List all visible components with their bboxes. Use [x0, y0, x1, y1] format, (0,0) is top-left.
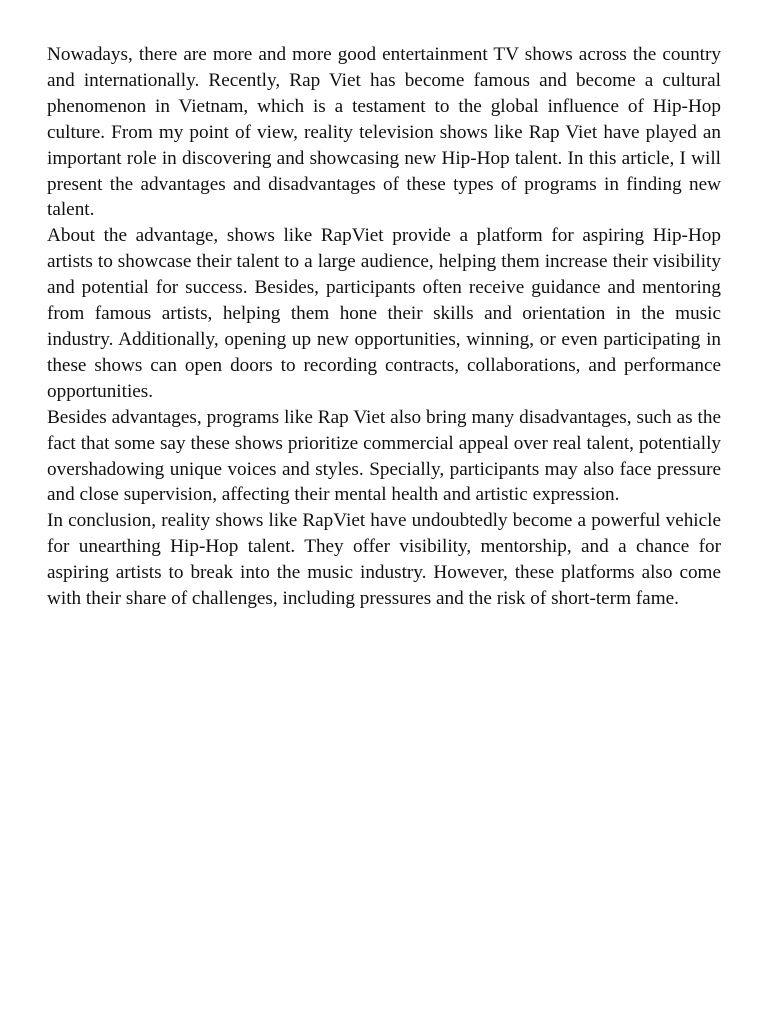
paragraph-disadvantages: Besides advantages, programs like Rap Viet also bring many disadvantages, such as the fact that some say these shows prioritize commercial appeal over real talent, potentially overshadowing unique voices and styles. Specially, participants may also face pressure and close supervision, affecting their mental health and artistic expression. — [47, 406, 721, 506]
document-page — [47, 42, 721, 612]
paragraph-conclusion: In conclusion, reality shows like RapViet have undoubtedly become a powerful vehicle for unearthing Hip-Hop talent. They offer visibility, mentorship, and a chance for aspiring artists to break into the music industry. However, these platforms also come with their share of challenges, including pressures and the risk of short-term fame. — [47, 510, 721, 610]
paragraph-introduction: Nowadays, there are more and more good entertainment TV shows across the country and internationally. Recently, Rap Viet has become famous and become a cultural phenomenon in Vietnam, which is a testament to the global influence of Hip-Hop culture. From my point of view, reality television shows like Rap Viet have played an important role in discovering and showcasing new Hip-Hop talent. In this article, I will present the advantages and disadvantages of these types of programs in finding new talent. — [47, 44, 721, 221]
paragraph-advantages: About the advantage, shows like RapViet provide a platform for aspiring Hip-Hop artists to showcase their talent to a large audience, helping them increase their visibility and potential for success. Besides, participants often receive guidance and mentoring from famous artists, helping them hone their skills and orientation in the music industry. Additionally, opening up new opportunities, winning, or even participating in these shows can open doors to recording contracts, collaborations, and performance opportunities. — [47, 225, 721, 402]
